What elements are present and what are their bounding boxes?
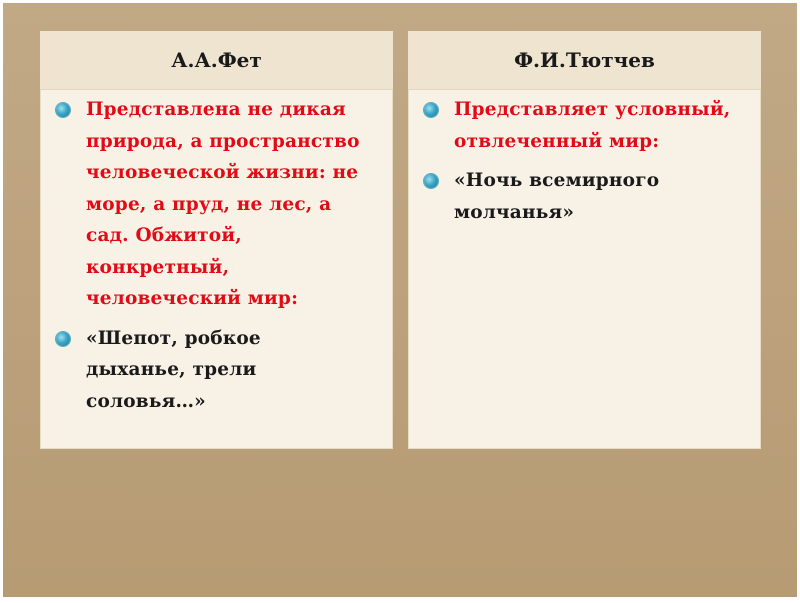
tyutchev-bullet-quote — [424, 165, 749, 228]
tyutchev-column-title: Ф.И.Тютчев — [514, 48, 655, 72]
text-line: отвлеченный мир: — [454, 130, 660, 152]
slide — [3, 3, 797, 597]
blue-sphere-bullet-icon — [424, 174, 438, 188]
text-line: дыханье, трели — [86, 359, 257, 380]
fet-column-title: А.А.Фет — [171, 48, 262, 72]
text-line: Представлена не дикая — [86, 99, 346, 120]
tyutchev-bullet-description — [424, 94, 749, 157]
text-line: море, а пруд, не лес, а — [86, 193, 332, 215]
fet-bullet-quote — [56, 323, 381, 418]
fet-column-body — [40, 90, 393, 417]
text-line: конкретный, — [86, 256, 230, 278]
text-line: Представляет условный, — [454, 99, 731, 120]
fet-bullet-description — [56, 94, 381, 315]
blue-sphere-bullet-icon — [56, 332, 70, 346]
text-line: человеческий мир: — [86, 288, 299, 309]
tyutchev-column-body — [408, 90, 761, 228]
tyutchev-column-header — [408, 31, 761, 90]
text-line: молчанья» — [454, 201, 575, 223]
blue-sphere-bullet-icon — [424, 103, 438, 117]
tyutchev-quote-text — [454, 165, 659, 228]
tyutchev-description-text — [454, 94, 730, 157]
text-line: сад. Обжитой, — [86, 225, 242, 246]
fet-column — [40, 31, 393, 449]
fet-description-text — [86, 94, 360, 315]
text-line: человеческой жизни: не — [86, 162, 359, 183]
fet-column-header — [40, 31, 393, 90]
text-line: соловья…» — [86, 390, 206, 412]
text-line: природа, а пространство — [86, 130, 360, 152]
tyutchev-column — [408, 31, 761, 449]
text-line: «Ночь всемирного — [454, 170, 660, 191]
text-line: «Шепот, робкое — [86, 327, 261, 349]
fet-quote-text — [86, 323, 261, 418]
blue-sphere-bullet-icon — [56, 103, 70, 117]
